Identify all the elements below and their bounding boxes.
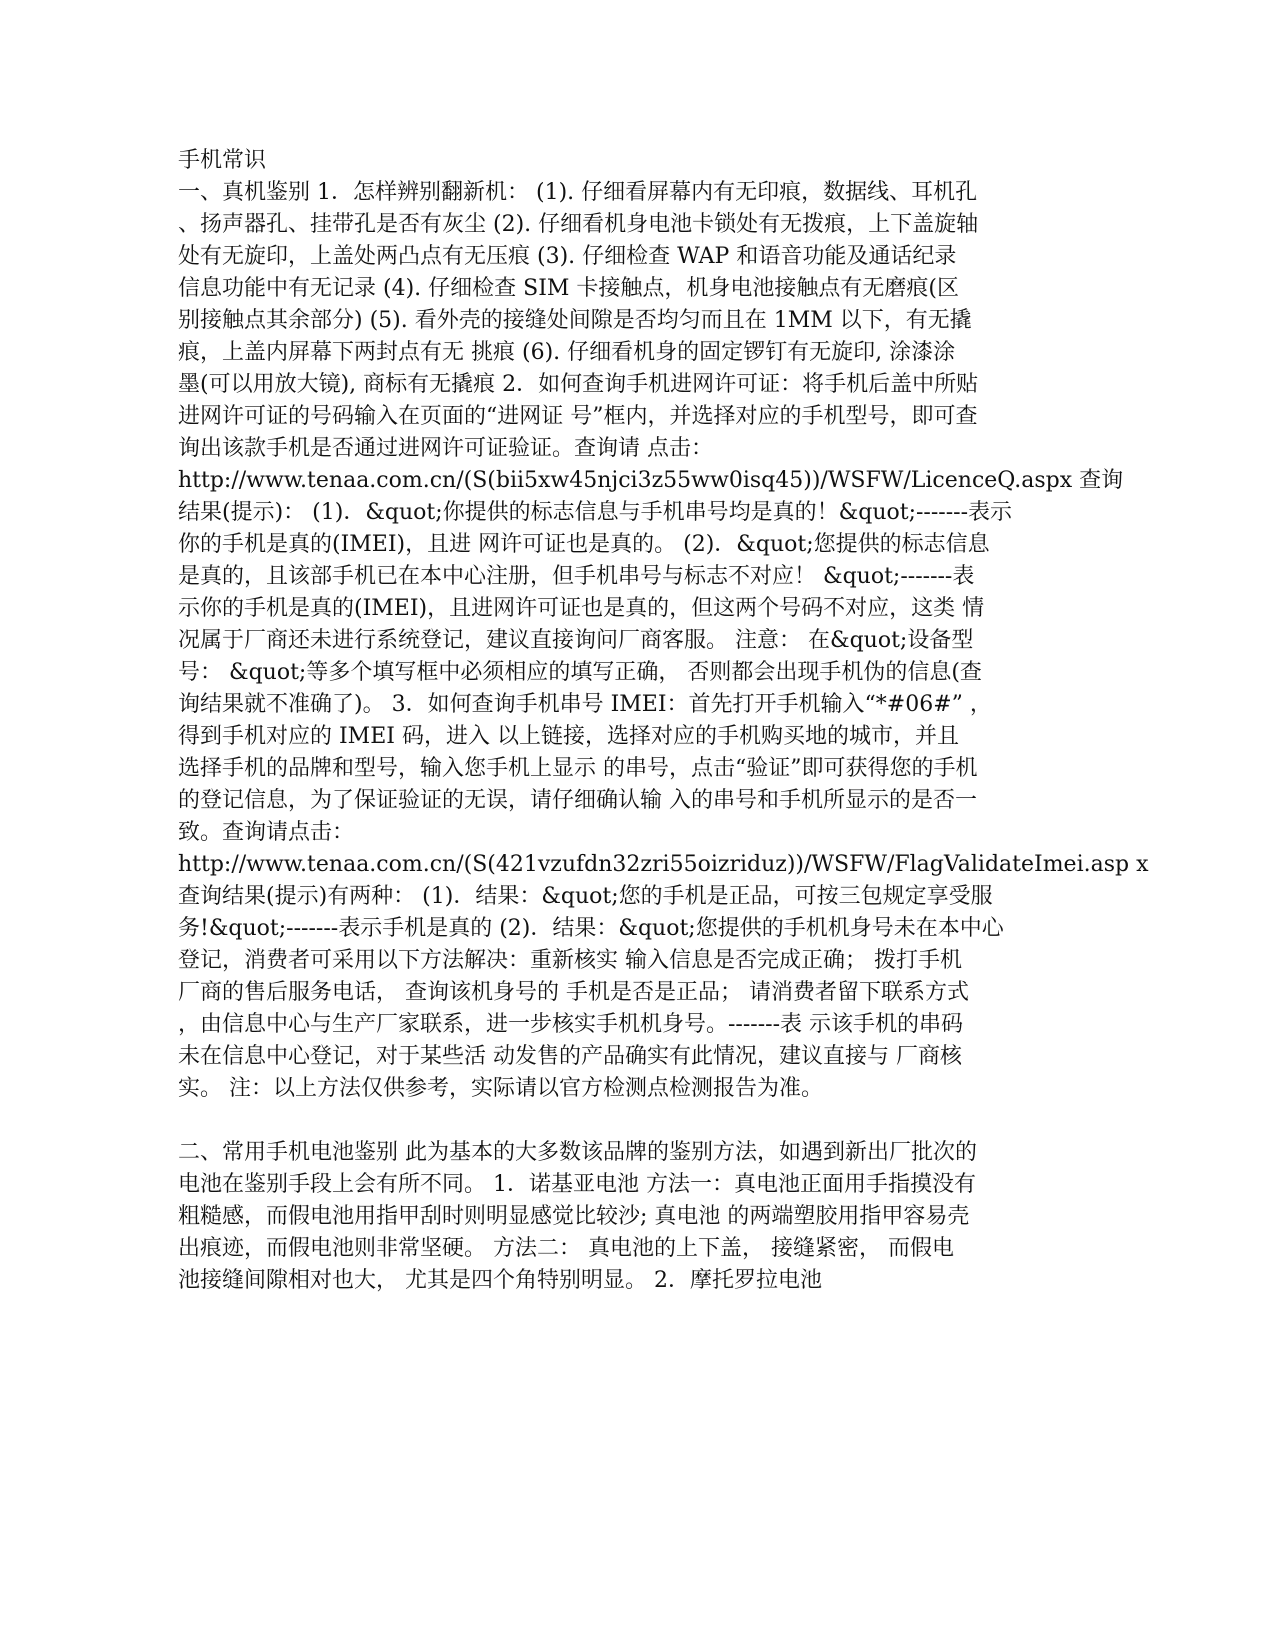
section-1-line: ，由信息中心与生产厂家联系，进一步核实手机机身号。-------表 示该手机的串码 (178, 1012, 964, 1037)
section-1-line: 选择手机的品牌和型号，输入您手机上显示 的串号，点击“验证”即可获得您的手机 (178, 756, 978, 781)
section-1-line: 实。 注：以上方法仅供参考，实际请以官方检测点检测报告为准。 (178, 1076, 823, 1101)
section-1-line: 的登记信息，为了保证验证的无误，请仔细确认输 入的串号和手机所显示的是否一 (178, 788, 977, 813)
section-1-line: 厂商的售后服务电话， 查询该机身号的 手机是否是正品； 请消费者留下联系方式 (178, 980, 969, 1005)
section-1-line: 登记，消费者可采用以下方法解决：重新核实 输入信息是否完成正确； 拨打手机 (178, 948, 962, 973)
document-page (178, 145, 1149, 1297)
section-1-line: 示你的手机是真的(IMEI)，且进网许可证也是真的，但这两个号码不对应，这类 情 (178, 596, 985, 621)
section-1-line: 查询结果(提示)有两种： (1)．结果：&quot;您的手机是正品，可按三包规定享受服 (178, 884, 993, 909)
section-2-line: 出痕迹，而假电池则非常坚硬。 方法二： 真电池的上下盖， 接缝紧密， 而假电 (178, 1236, 954, 1261)
document-title: 手机常识 (178, 148, 267, 173)
section-1-line: 信息功能中有无记录 (4). 仔细检查 SIM 卡接触点，机身电池接触点有无磨痕(区 (178, 276, 960, 301)
licence-query-url: http://www.tenaa.com.cn/(S(bii5xw45njci3z55ww0isq45))/WSFW/LicenceQ.aspx 查询 (178, 468, 1124, 493)
section-1-line: 进网许可证的号码输入在页面的“进网证 号”框内，并选择对应的手机型号，即可查 (178, 404, 978, 429)
section-1-line: 得到手机对应的 IMEI 码，进入 以上链接，选择对应的手机购买地的城市，并且 (178, 724, 959, 749)
section-1-line: 痕，上盖内屏幕下两封点有无 挑痕 (6). 仔细看机身的固定锣钉有无旋印, 涂漆涂 (178, 340, 956, 365)
section-1-line: 号： &quot;等多个填写框中必须相应的填写正确， 否则都会出现手机伪的信息(查 (178, 660, 982, 685)
section-2-line: 池接缝间隙相对也大， 尤其是四个角特别明显。 2．摩托罗拉电池 (178, 1268, 822, 1293)
section-1-line: 结果(提示)： (1)．&quot;你提供的标志信息与手机串号均是真的！&quot;-------表示 (178, 500, 1013, 525)
section-1-line: 、扬声器孔、挂带孔是否有灰尘 (2). 仔细看机身电池卡锁处有无拨痕，上下盖旋轴 (178, 212, 979, 237)
section-1-line: 询出该款手机是否通过进网许可证验证。查询请 点击： (178, 436, 713, 461)
section-1-line: 你的手机是真的(IMEI)，且进 网许可证也是真的。 (2)．&quot;您提供的标志信息 (178, 532, 990, 557)
section-1-line: 处有无旋印，上盖处两凸点有无压痕 (3). 仔细检查 WAP 和语音功能及通话纪录 (178, 244, 957, 269)
section-2-paragraph (178, 1137, 1058, 1297)
paragraph-gap (178, 1105, 1058, 1137)
section-2-line: 二、常用手机电池鉴别 此为基本的大多数该品牌的鉴别方法，如遇到新出厂批次的 (178, 1140, 977, 1165)
section-1-line: 务!&quot;-------表示手机是真的 (2)．结果：&quot;您提供的手机机身号未在本中心 (178, 916, 1004, 941)
imei-query-url: http://www.tenaa.com.cn/(S(421vzufdn32zri55oizriduz))/WSFW/FlagValidateImei.asp x (178, 852, 1149, 877)
section-1-line: 别接触点其余部分) (5). 看外壳的接缝处间隙是否均匀而且在 1MM 以下，有无撬 (178, 308, 972, 333)
section-1-line: 未在信息中心登记，对于某些活 动发售的产品确实有此情况，建议直接与 厂商核 (178, 1044, 962, 1069)
section-1-line: 致。查询请点击： (178, 820, 355, 845)
section-1-line: 况属于厂商还未进行系统登记，建议直接询问厂商客服。 注意： 在&quot;设备型 (178, 628, 974, 653)
section-1-line: 询结果就不准确了)。 3．如何查询手机串号 IMEI：首先打开手机输入“*#06#” ， (178, 692, 992, 717)
section-1-paragraph (178, 177, 1149, 1105)
section-1-line: 一、真机鉴别 1．怎样辨别翻新机： (1). 仔细看屏幕内有无印痕，数据线、耳机孔 (178, 180, 978, 205)
section-1-line: 是真的，且该部手机已在本中心注册，但手机串号与标志不对应！ &quot;-------表 (178, 564, 975, 589)
section-2-line: 电池在鉴别手段上会有所不同。 1．诺基亚电池 方法一：真电池正面用手指摸没有 (178, 1172, 976, 1197)
section-1-line: 墨(可以用放大镜), 商标有无撬痕 2．如何查询手机进网许可证：将手机后盖中所贴 (178, 372, 979, 397)
section-2-line: 粗糙感，而假电池用指甲刮时则明显感觉比较沙; 真电池 的两端塑胶用指甲容易壳 (178, 1204, 970, 1229)
